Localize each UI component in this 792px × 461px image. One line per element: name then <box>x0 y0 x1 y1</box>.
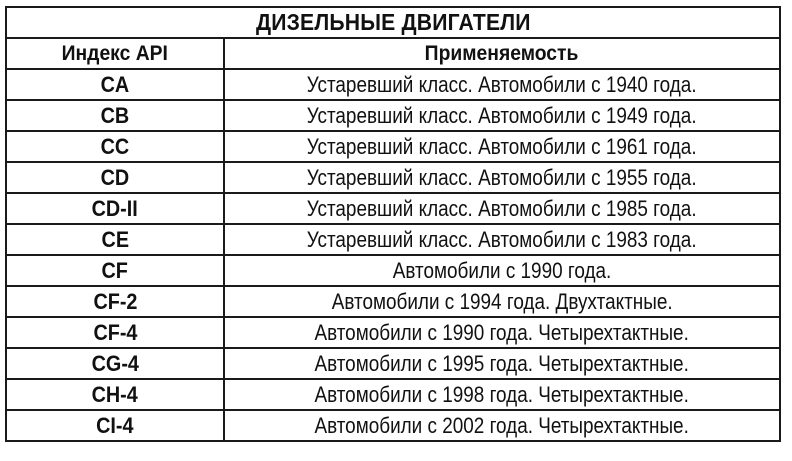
header-index-text: Индекс API <box>61 42 169 65</box>
cell-index-text: CI-4 <box>96 413 134 438</box>
cell-index <box>6 69 224 100</box>
cell-usage-text: Устаревший класс. Автомобили с 1949 года. <box>307 103 697 128</box>
cell-index <box>6 379 224 410</box>
cell-usage-text: Устаревший класс. Автомобили с 1985 года. <box>307 196 697 221</box>
cell-index-text: CF <box>101 258 129 283</box>
cell-usage <box>224 131 780 162</box>
cell-usage-text: Автомобили с 1990 года. <box>392 258 612 283</box>
cell-usage-text: Устаревший класс. Автомобили с 1961 года. <box>307 134 697 159</box>
table-title <box>6 7 780 38</box>
table-title-row <box>6 7 780 38</box>
cell-index <box>6 286 224 317</box>
cell-index <box>6 224 224 255</box>
table-row <box>6 69 780 100</box>
cell-usage-text: Автомобили с 1998 года. Четырехтактные. <box>314 382 690 407</box>
table-row <box>6 100 780 131</box>
table-row <box>6 224 780 255</box>
cell-index-text: CB <box>100 103 130 128</box>
cell-usage-text: Устаревший класс. Автомобили с 1983 года. <box>307 227 697 252</box>
cell-index <box>6 317 224 348</box>
table-row <box>6 193 780 224</box>
table-header-row <box>6 38 780 69</box>
cell-usage <box>224 100 780 131</box>
header-usage <box>224 38 780 69</box>
cell-usage-text: Автомобили с 1994 года. Двухтактные. <box>331 289 673 314</box>
cell-usage <box>224 410 780 441</box>
diesel-api-table <box>5 6 781 442</box>
table-body <box>6 69 780 441</box>
cell-usage <box>224 162 780 193</box>
cell-index <box>6 100 224 131</box>
cell-index <box>6 348 224 379</box>
cell-usage <box>224 255 780 286</box>
cell-index <box>6 193 224 224</box>
cell-usage <box>224 286 780 317</box>
header-index <box>6 38 224 69</box>
cell-usage-text: Устаревший класс. Автомобили с 1955 года. <box>307 165 697 190</box>
cell-index-text: CA <box>100 72 130 97</box>
cell-usage-text: Автомобили с 1995 года. Четырехтактные. <box>314 351 690 376</box>
header-usage-text: Применяемость <box>425 42 579 65</box>
table-row <box>6 286 780 317</box>
cell-index-text: CC <box>100 134 130 159</box>
table-row <box>6 379 780 410</box>
cell-usage <box>224 224 780 255</box>
table-row <box>6 162 780 193</box>
cell-index-text: CF-2 <box>92 289 137 314</box>
table-row <box>6 410 780 441</box>
cell-index-text: CD <box>100 165 130 190</box>
table-row <box>6 255 780 286</box>
cell-usage <box>224 348 780 379</box>
cell-index <box>6 131 224 162</box>
table-row <box>6 348 780 379</box>
cell-index <box>6 410 224 441</box>
cell-index <box>6 255 224 286</box>
cell-index-text: CD-II <box>91 196 139 221</box>
cell-usage <box>224 69 780 100</box>
cell-usage <box>224 193 780 224</box>
cell-usage-text: Устаревший класс. Автомобили с 1940 года. <box>307 72 697 97</box>
table-title-text: ДИЗЕЛЬНЫЕ ДВИГАТЕЛИ <box>255 9 531 35</box>
cell-index <box>6 162 224 193</box>
cell-usage-text: Автомобили с 2002 года. Четырехтактные. <box>314 413 690 438</box>
table-row <box>6 317 780 348</box>
cell-usage <box>224 317 780 348</box>
cell-index-text: CE <box>101 227 129 252</box>
cell-usage-text: Автомобили с 1990 года. Четырехтактные. <box>314 320 690 345</box>
cell-index-text: CF-4 <box>92 320 137 345</box>
cell-index-text: CG-4 <box>91 351 139 376</box>
table-row <box>6 131 780 162</box>
cell-index-text: CH-4 <box>91 382 139 407</box>
cell-usage <box>224 379 780 410</box>
